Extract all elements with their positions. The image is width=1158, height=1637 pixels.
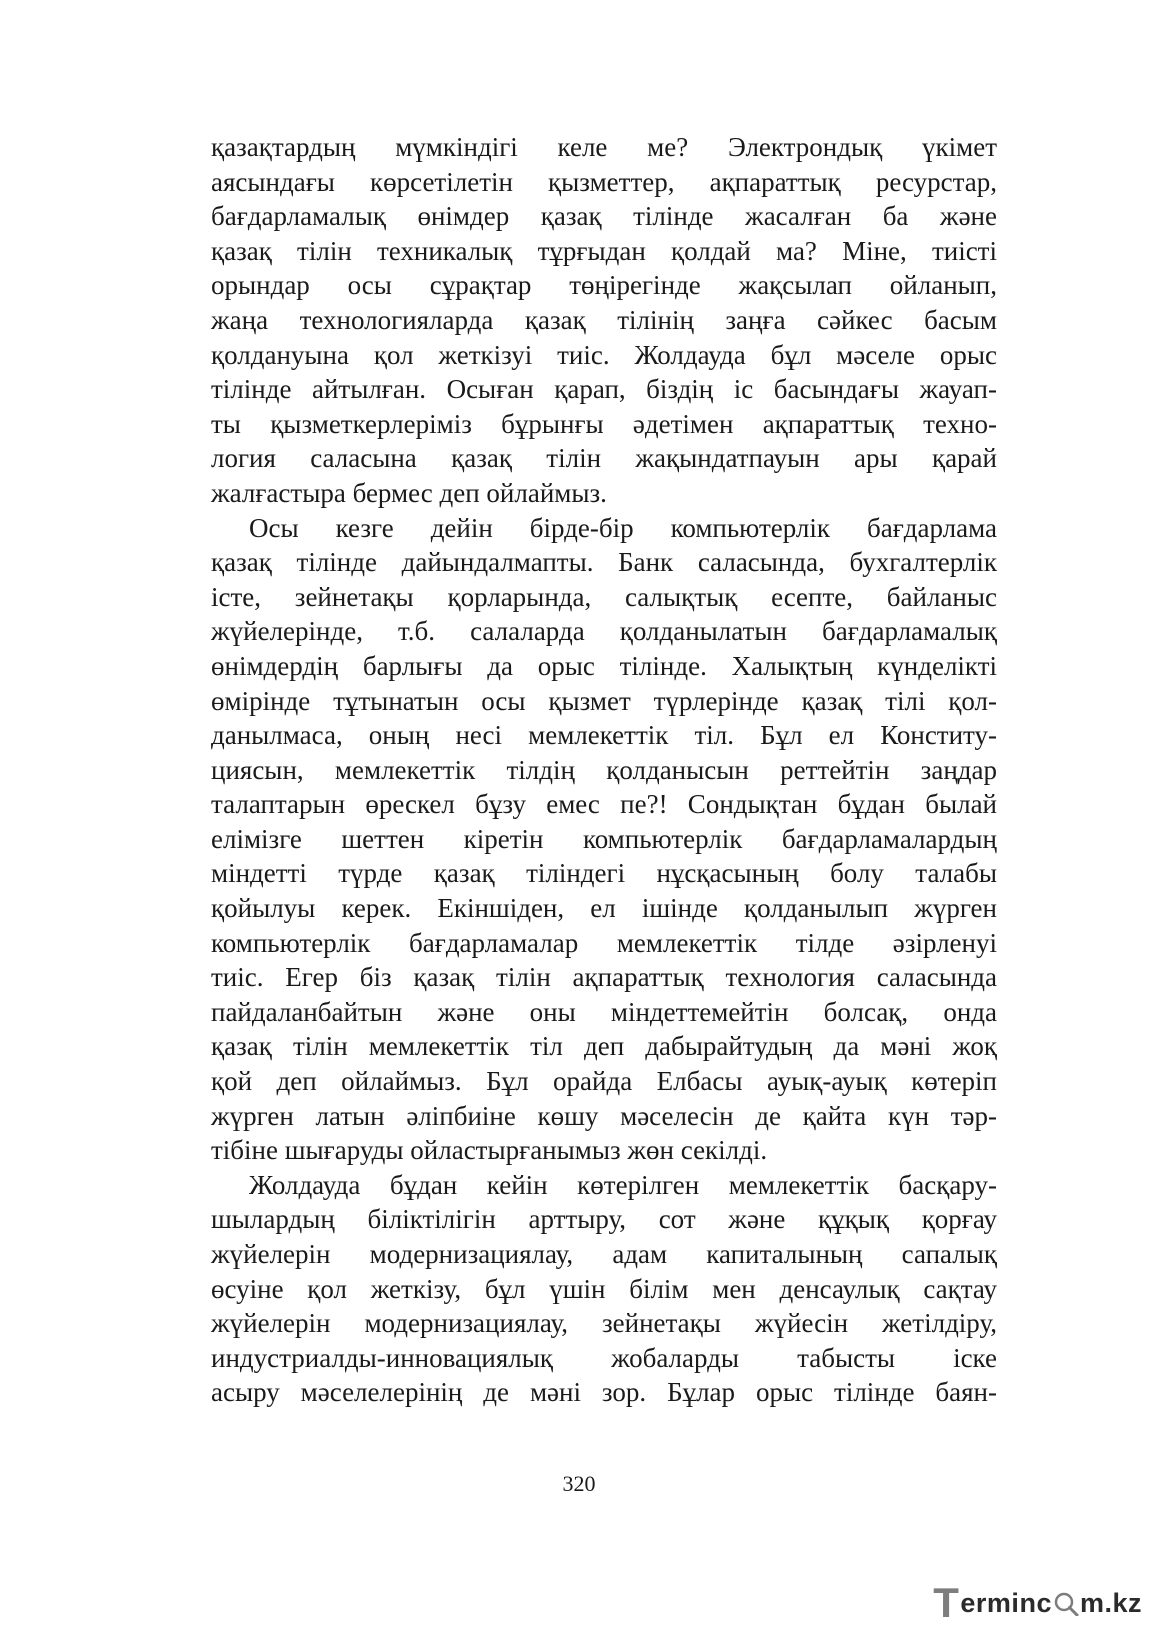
text-line: қазақ тілін техникалық тұрғыдан қолдай ма? Міне, тиісті [211, 235, 997, 266]
text-line: жалғастыра бермес деп ойлаймыз. [211, 477, 607, 508]
text-line: қазақтардың мүмкіндігі келе ме? Электрондық үкімет [211, 132, 997, 162]
watermark-text-c: c [1036, 1587, 1052, 1618]
text-line: ты қызметкерлеріміз бұрынғы әдетімен ақпараттық техно- [211, 408, 997, 439]
text-line: орындар осы сұрақтар төңірегінде жақсылап ойланып, [211, 270, 997, 301]
text-line: бағдарламалық өнімдер қазақ тілінде жасалған ба және [211, 201, 997, 232]
text-line: тібіне шығаруды ойластырғанымыз жөн секілді. [211, 1135, 768, 1166]
text-line: өнімдердің барлығы да орыс тілінде. Халықтың күнделікті [211, 650, 997, 681]
document-body [211, 130, 997, 1410]
text-line: аясындағы көрсетілетін қызметтер, ақпараттық ресурстар, [211, 166, 997, 197]
text-line: Осы кезге дейін бірде-бір компьютерлік бағдарлама [249, 512, 997, 543]
text-line: шылардың біліктілігін арттыру, сот және құқық қорғау [211, 1204, 997, 1235]
text-line: данылмаса, оның несі мемлекеттік тіл. Бұл ел Конститу- [211, 720, 997, 751]
text-line: талаптарын өрескел бұзу емес пе?! Сондықтан бұдан былай [211, 789, 997, 820]
magnifier-icon [1053, 1590, 1079, 1616]
text-line: жүйелерін модернизациялау, зейнетақы жүйесін жетілдіру, [211, 1308, 997, 1339]
watermark-text-start: ermin [960, 1587, 1037, 1618]
text-line: индустриалды-инновациялық жобаларды табысты іске [211, 1342, 997, 1373]
text-line: қойылуы керек. Екіншіден, ел ішінде қолданылып жүрген [211, 893, 997, 924]
text-line: қазақ тілін мемлекеттік тіл деп дабырайтудың да мәні жоқ [211, 1031, 997, 1062]
termincom-watermark [933, 1579, 1142, 1626]
page-number: 320 [562, 1471, 596, 1496]
text-line: қой деп ойлаймыз. Бұл орайда Елбасы ауық-ауық көтеріп [211, 1066, 997, 1097]
text-line: пайдаланбайтын және оны міндеттемейтін болсақ, онда [211, 996, 997, 1027]
text-line: елімізге шеттен кіретін компьютерлік бағдарламалардың [211, 823, 997, 854]
watermark-letter-t: T [933, 1579, 960, 1626]
text-line: қолдануына қол жеткізуі тиіс. Жолдауда бұл мәселе орыс [211, 339, 997, 370]
text-line: өмірінде тұтынатын осы қызмет түрлерінде қазақ тілі қол- [211, 685, 997, 716]
text-line: міндетті түрде қазақ тіліндегі нұсқасының болу талабы [211, 858, 997, 889]
text-line: жаңа технологияларда қазақ тілінің заңға сәйкес басым [211, 304, 997, 335]
text-line: компьютерлік бағдарламалар мемлекеттік тілде әзірленуі [211, 927, 997, 958]
text-line: жүйелерінде, т.б. салаларда қолданылатын бағдарламалық [211, 616, 997, 647]
text-line: істе, зейнетақы қорларында, салықтық есепте, байланыс [211, 581, 997, 612]
text-line: жүрген латын әліпбиіне көшу мәселесін де қайта күн тәр- [211, 1100, 997, 1131]
text-line: жүйелерін модернизациялау, адам капиталының сапалық [211, 1239, 997, 1269]
text-line: циясын, мемлекеттік тілдің қолданысын реттейтін заңдар [211, 754, 997, 785]
text-line: асыру мәселелерінің де мәні зор. Бұлар орыс тілінде баян- [211, 1377, 997, 1408]
watermark-text-end: m.kz [1079, 1587, 1142, 1618]
text-line: тілінде айтылған. Осыған қарап, біздің іс басындағы жауап- [211, 374, 997, 405]
text-line: тиіс. Егер біз қазақ тілін ақпараттық технология саласында [211, 962, 997, 993]
text-line: қазақ тілінде дайындалмапты. Банк саласында, бухгалтерлік [211, 547, 997, 578]
text-line: өсуіне қол жеткізу, бұл үшін білім мен денсаулық сақтау [211, 1273, 997, 1304]
text-line: логия саласына қазақ тілін жақындатпауын ары қарай [211, 443, 997, 474]
text-line: Жолдауда бұдан кейін көтерілген мемлекеттік басқару- [249, 1169, 997, 1200]
